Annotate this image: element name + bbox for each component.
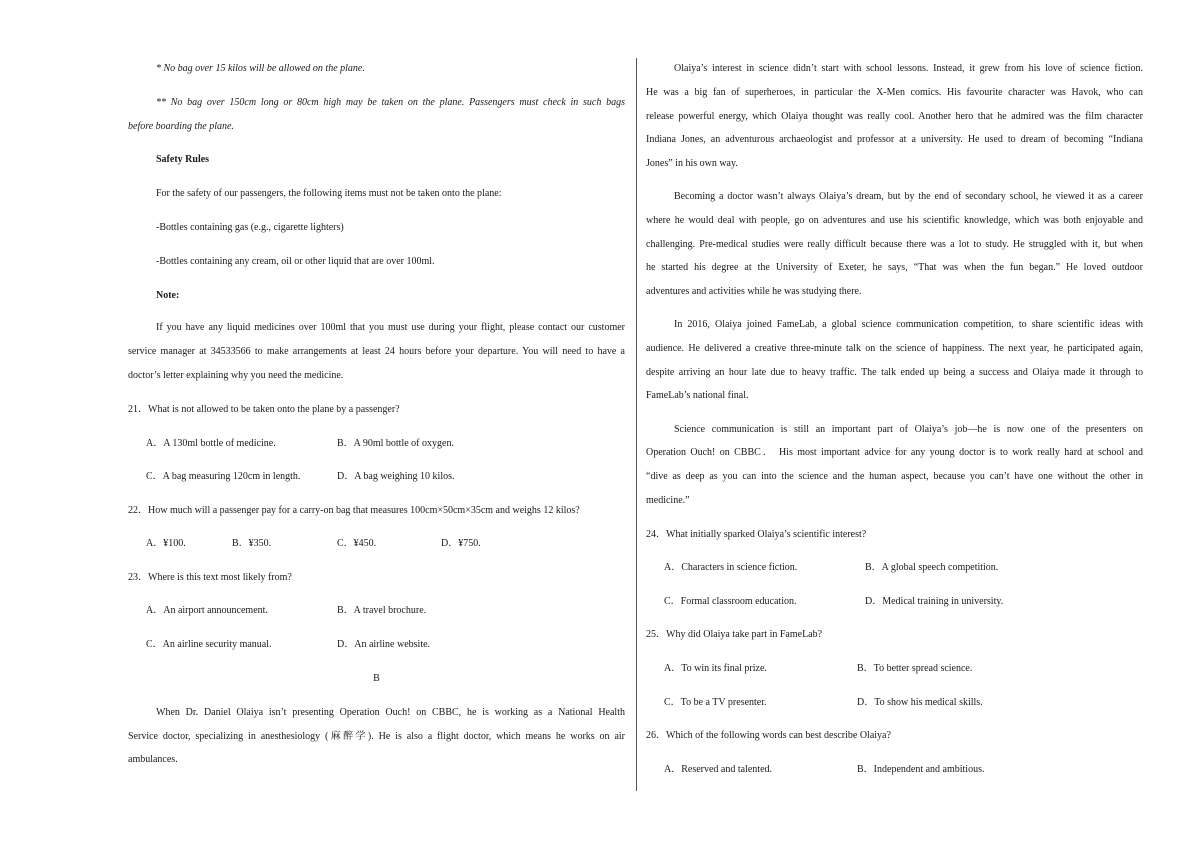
section-b-heading: B: [373, 673, 380, 684]
para-3-line-2: audience. He delivered a creative three-minute talk on the science of happiness. The next year, he participated again,: [646, 343, 1143, 354]
note-heading: Note:: [156, 290, 180, 301]
para-1-line-4: Indiana Jones, an adventurous archaeologist and professor at a university. He used to dream of becoming “Indiana: [646, 134, 1143, 145]
question-23-stem: 23．Where is this text most likely from?: [128, 572, 292, 583]
q26-option-b: B．Independent and ambitious.: [857, 764, 985, 775]
q24-option-b: B．A global speech competition.: [865, 562, 999, 573]
q22-option-c: C．¥450.: [337, 538, 377, 549]
safety-rules-heading: Safety Rules: [156, 154, 210, 165]
para-1-line-3: release powerful energy, which Olaiya thought was really cool. Another hero that he admired was the film character: [646, 111, 1143, 122]
note-line-2: service manager at 34533566 to make arrangements at least 24 hours before your departure. You will need to have a: [128, 346, 625, 357]
para-1-line-2: He was a big fan of superheroes, in particular the X-Men comics. His favourite character was Havok, who can: [646, 87, 1143, 98]
q21-option-b: B．A 90ml bottle of oxygen.: [337, 438, 454, 449]
note-line-1: If you have any liquid medicines over 100ml that you must use during your flight, please contact our customer: [156, 322, 625, 333]
safety-intro: For the safety of our passengers, the following items must not be taken onto the plane:: [156, 188, 502, 199]
para-4-line-3: “dive as deep as you can into the science and the human aspect, because you can’t have one without the other in: [646, 471, 1143, 482]
q21-option-c: C．A bag measuring 120cm in length.: [146, 471, 301, 482]
question-21-stem: 21．What is not allowed to be taken onto the plane by a passenger?: [128, 404, 400, 415]
para-2-line-5: adventures and activities while he was studying there.: [646, 286, 862, 297]
para-1-line-1: Olaiya’s interest in science didn’t start with school lessons. Instead, it grew from his love of science fiction.: [674, 63, 1143, 74]
baggage-note-2-line-2: before boarding the plane.: [128, 121, 234, 132]
baggage-note-2-line-1: ** No bag over 150cm long or 80cm high may be taken on the plane. Passengers must check in such bags: [156, 97, 625, 108]
question-25-stem: 25．Why did Olaiya take part in FameLab?: [646, 629, 823, 640]
q22-option-b: B．¥350.: [232, 538, 272, 549]
para-2-line-3: challenging. Pre-medical studies were really difficult because there was a lot to study. He struggled with it, but when: [646, 239, 1143, 250]
note-line-3: doctor’s letter explaining why you need the medicine.: [128, 370, 344, 381]
q24-option-a: A．Characters in science fiction.: [664, 562, 798, 573]
safety-rule-1: -Bottles containing gas (e.g., cigarette lighters): [156, 222, 344, 233]
para-1-line-5: Jones” in his own way.: [646, 158, 738, 169]
para-4-line-4: medicine.”: [646, 495, 690, 506]
para-4-line-2: Operation Ouch! on CBBC． His most important advice for any young doctor is to work really hard at school and: [646, 447, 1143, 458]
baggage-note-1: * No bag over 15 kilos will be allowed on the plane.: [156, 63, 365, 74]
para-2-line-4: he started his degree at the University of Exeter, he says, “That was when the fun began.” He loved outdoor: [646, 262, 1143, 273]
safety-rule-2: -Bottles containing any cream, oil or other liquid that are over 100ml.: [156, 256, 435, 267]
q22-option-d: D．¥750.: [441, 538, 481, 549]
passage-b-line-2: Service doctor, specializing in anesthesiology (麻醉学). He is also a flight doctor, which means he works on air: [128, 731, 625, 742]
q24-option-d: D．Medical training in university.: [865, 596, 1004, 607]
q21-option-a: A．A 130ml bottle of medicine.: [146, 438, 276, 449]
q23-option-a: A．An airport announcement.: [146, 605, 268, 616]
question-26-stem: 26．Which of the following words can best describe Olaiya?: [646, 730, 891, 741]
passage-b-line-1: When Dr. Daniel Olaiya isn’t presenting Operation Ouch! on CBBC, he is working as a National Health: [156, 707, 625, 718]
q26-option-a: A．Reserved and talented.: [664, 764, 773, 775]
para-3-line-4: FameLab’s national final.: [646, 390, 749, 401]
column-divider: [636, 58, 637, 791]
passage-b-line-3: ambulances.: [128, 754, 178, 765]
para-3-line-3: despite arriving an hour late due to heavy traffic. The talk ended up being a success and Olaiya made it through to: [646, 367, 1143, 378]
q24-option-c: C．Formal classroom education.: [664, 596, 797, 607]
q25-option-b: B．To better spread science.: [857, 663, 973, 674]
question-22-stem: 22．How much will a passenger pay for a carry-on bag that measures 100cm×50cm×35cm and weighs 12 kilos?: [128, 505, 580, 516]
q23-option-c: C．An airline security manual.: [146, 639, 272, 650]
para-2-line-1: Becoming a doctor wasn’t always Olaiya’s dream, but by the end of secondary school, he viewed it as a career: [674, 191, 1143, 202]
q23-option-b: B．A travel brochure.: [337, 605, 427, 616]
para-4-line-1: Science communication is still an important part of Olaiya’s job—he is now one of the presenters on: [674, 424, 1143, 435]
q22-option-a: A．¥100.: [146, 538, 186, 549]
q25-option-c: C．To be a TV presenter.: [664, 697, 767, 708]
question-24-stem: 24．What initially sparked Olaiya’s scientific interest?: [646, 529, 867, 540]
q23-option-d: D．An airline website.: [337, 639, 431, 650]
q25-option-d: D．To show his medical skills.: [857, 697, 983, 708]
para-3-line-1: In 2016, Olaiya joined FameLab, a global science communication competition, to share scientific ideas with: [674, 319, 1143, 330]
q25-option-a: A．To win its final prize.: [664, 663, 767, 674]
para-2-line-2: where he would deal with people, go on adventures and use his scientific knowledge, which was both enjoyable and: [646, 215, 1143, 226]
q21-option-d: D．A bag weighing 10 kilos.: [337, 471, 455, 482]
